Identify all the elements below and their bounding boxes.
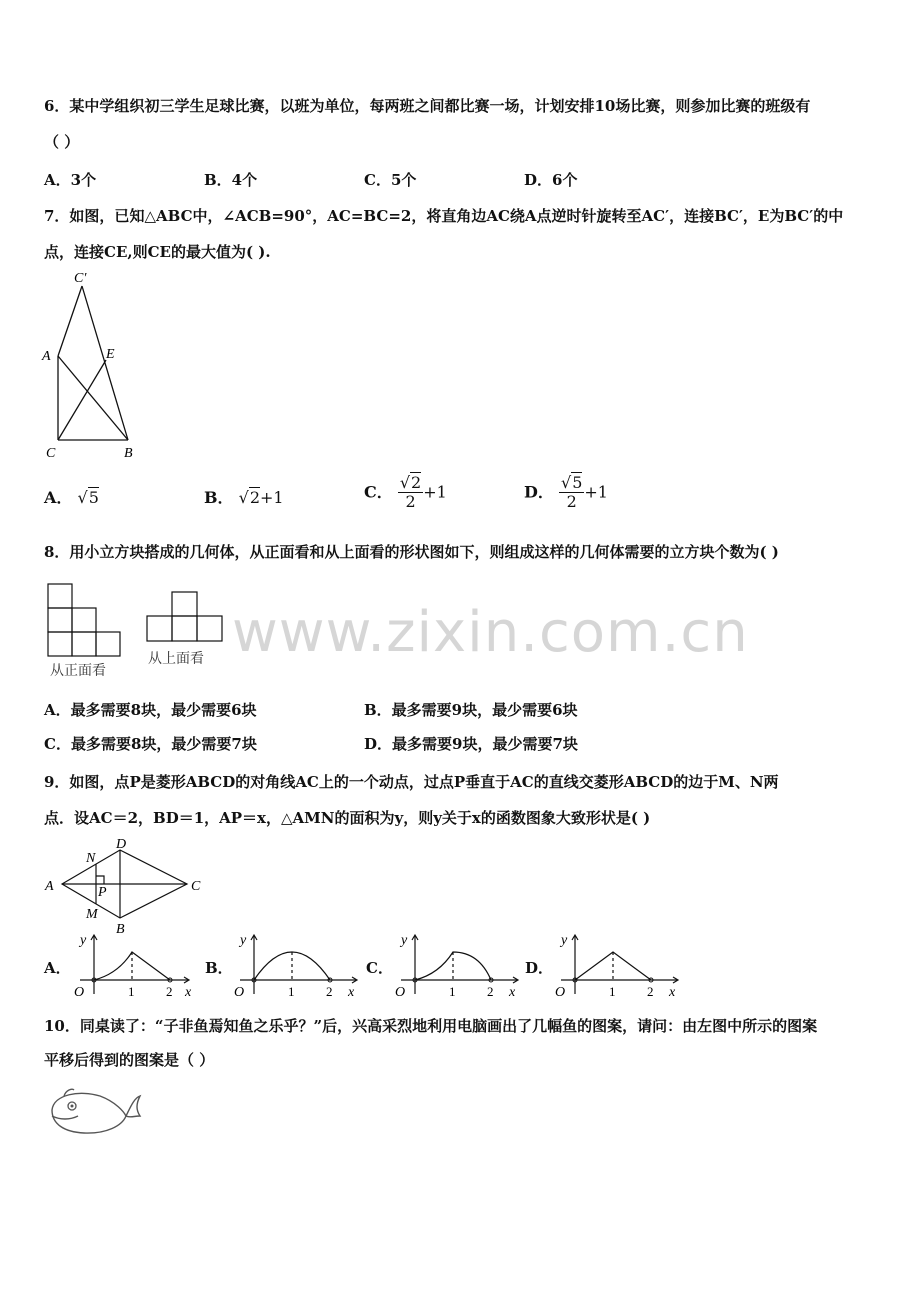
q7-option-c-tail: +1 [423,482,447,502]
q7-option-a-radical: √5 [77,488,99,507]
q8-front-view-caption: 从正面看 [50,663,106,679]
q6-option-c[interactable]: C．5个 [364,171,417,189]
q9-label-a: A [45,879,54,894]
q7-option-d-radicand: 5 [572,473,583,492]
q8-top-view-figure [144,590,226,650]
q7-label-e: E [106,347,115,362]
q7-option-d-label: D． [524,482,554,502]
q7-stem-line2: 点，连接CE,则CE的最大值为( ). [44,243,271,261]
q7-option-b-label: B． [204,488,234,507]
q7-stem-line1: 7．如图，已知△ABC中，∠ACB=90°，AC=BC=2，将直角边AC绕A点逆时针旋转至AC′，连接BC′，E为BC′的中 [44,207,844,225]
q9-graph-b [230,928,360,1000]
q7-triangle-figure [40,272,150,462]
q7-option-a-radicand: 5 [88,488,99,507]
q6-stem-line1: 6．某中学组织初三学生足球比赛，以班为单位，每两班之间都比赛一场，计划安排10场比赛，则参加比赛的班级有 [44,97,811,115]
q9-rhombus-figure [40,834,215,936]
q9-graph-b-tick-1: 1 [288,984,295,999]
q6-stem-line2: （ ） [44,133,80,151]
q7-option-c[interactable] [364,474,447,511]
q9-graph-b-tick-2: 2 [326,984,333,999]
q8-stem-line1: 8．用小立方块搭成的几何体，从正面看和从上面看的形状图如下，则组成这样的几何体需要的立方块个数为( ) [44,543,779,561]
q7-label-b: B [124,446,133,461]
q9-option-d[interactable]: D． [525,959,554,977]
q9-option-a[interactable]: A． [44,959,71,977]
q6-option-b[interactable]: B．4个 [204,171,258,189]
q7-option-a[interactable] [44,488,99,508]
q8-option-c[interactable]: C．最多需要8块，最少需要7块 [44,735,257,753]
q7-option-c-denominator: 2 [405,492,416,511]
q7-option-c-label: C． [364,482,393,502]
q9-graph-d-tick-1: 1 [609,984,616,999]
q9-graph-a-tick-2: 2 [166,984,173,999]
q9-graph-a-y-label: y [80,933,87,948]
q9-graph-a [70,928,200,1000]
q9-graph-d-y-label: y [561,933,568,948]
q7-option-a-label: A． [44,488,73,507]
q9-graph-b-x-label: x [348,985,355,1000]
q7-option-b-tail: +1 [260,488,284,507]
q9-graph-c [391,928,526,1000]
q9-label-c: C [191,879,201,894]
q9-graph-d-tick-2: 2 [647,984,654,999]
q7-option-b[interactable] [204,488,284,508]
q6-option-d[interactable]: D．6个 [524,171,578,189]
q8-option-b[interactable]: B．最多需要9块，最少需要6块 [364,701,578,719]
q9-label-p: P [98,885,107,900]
q6-option-a[interactable]: A．3个 [44,171,97,189]
q7-option-d-fraction: $\frac{√5}{2}$ [560,473,583,511]
q8-option-d[interactable]: D．最多需要9块，最少需要7块 [364,735,578,753]
q9-graph-b-origin-label: O [234,985,245,1000]
watermark: www.zixin.com.cn [232,600,749,665]
q9-stem-line1: 9．如图，点P是菱形ABCD的对角线AC上的一个动点，过点P垂直于AC的直线交菱形ABCD的边于M、N两 [44,773,779,791]
q9-graph-c-x-label: x [509,985,516,1000]
q9-graph-d [551,928,686,1000]
q9-label-b: B [116,922,125,937]
q9-label-m: M [86,907,98,922]
q9-label-n: N [86,851,96,866]
q9-graph-a-tick-1: 1 [128,984,135,999]
q9-label-d: D [116,837,127,852]
q7-option-d-denominator: 2 [566,492,577,511]
q9-graph-a-x-label: x [185,985,192,1000]
q9-graph-d-x-label: x [669,985,676,1000]
q7-option-c-fraction: $\frac{√2}{2}$ [399,473,422,511]
q7-option-b-radicand: 2 [249,488,261,507]
q9-graph-c-tick-1: 1 [449,984,456,999]
q7-label-c-prime: C′ [74,271,87,286]
q9-option-b[interactable]: B． [205,959,233,977]
q7-option-d-tail: +1 [584,482,608,502]
q7-option-d[interactable] [524,474,608,511]
q7-option-b-radical: √2 [238,488,261,507]
q9-graph-c-origin-label: O [395,985,406,1000]
q10-stem-line2: 平移后得到的图案是（ ） [44,1051,215,1069]
q9-graph-b-y-label: y [240,933,247,948]
q8-option-a[interactable]: A．最多需要8块，最少需要6块 [44,701,257,719]
q10-stem-line1: 10．同桌读了：“子非鱼焉知鱼之乐乎？”后，兴高采烈地利用电脑画出了几幅鱼的图案，请问：由左图中所示的图案 [44,1017,818,1035]
q9-graph-d-origin-label: O [555,985,566,1000]
q10-fish-figure [44,1086,148,1138]
q8-top-view-caption: 从上面看 [148,651,204,667]
q7-label-a: A [42,349,51,364]
q9-option-c[interactable]: C． [366,959,393,977]
q9-graph-a-origin-label: O [74,985,85,1000]
q9-stem-line2: 点．设AC＝2，BD＝1，AP＝x，△AMN的面积为y，则y关于x的函数图象大致形状是( ) [44,809,651,827]
q7-label-c: C [46,446,56,461]
q7-option-c-radicand: 2 [411,473,422,492]
q9-graph-c-y-label: y [401,933,408,948]
q9-graph-c-tick-2: 2 [487,984,494,999]
